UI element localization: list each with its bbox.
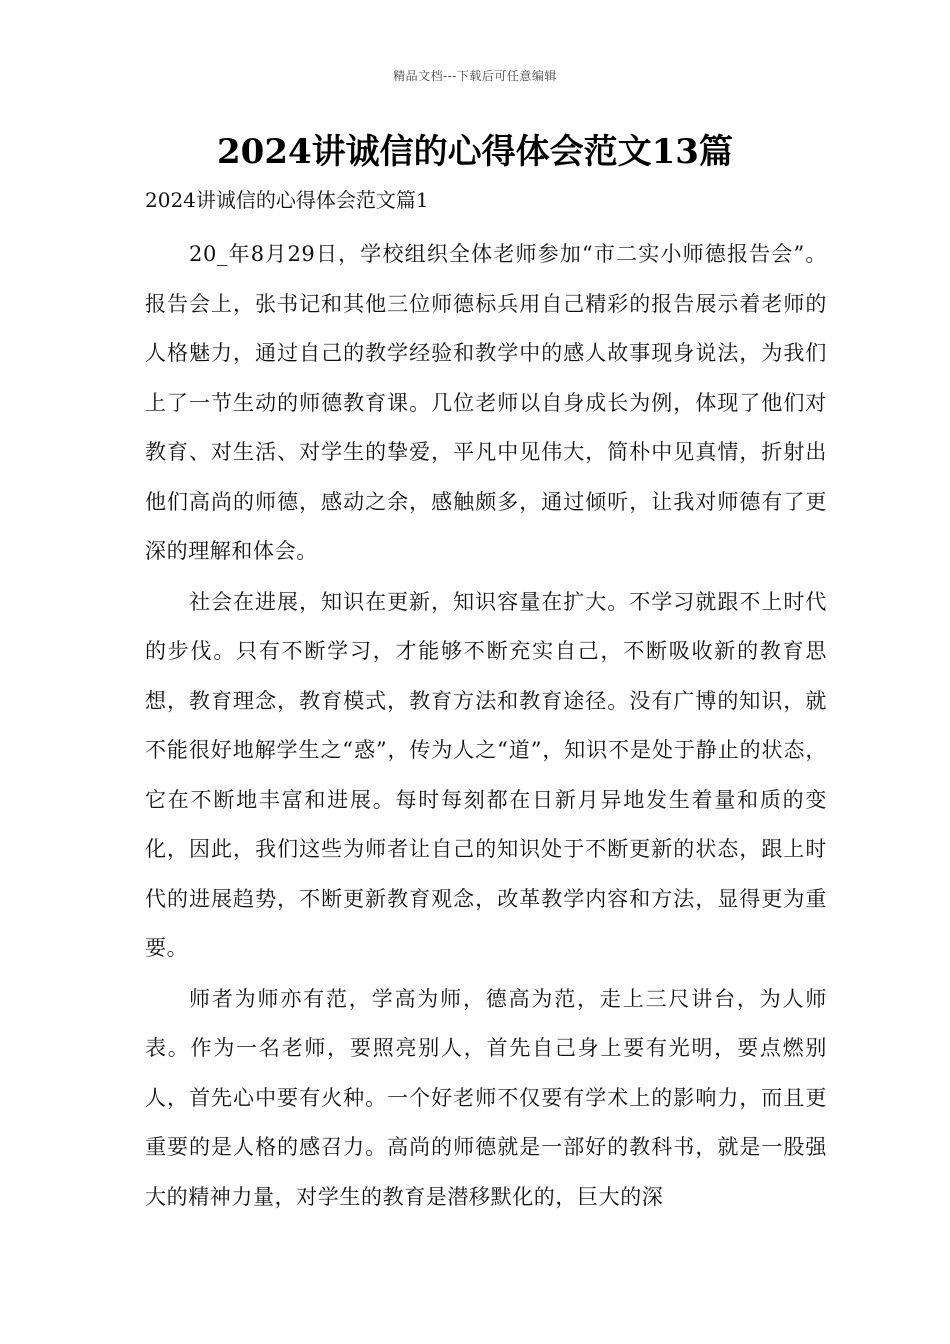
paragraph-2: 社会在进展，知识在更新，知识容量在扩大。不学习就跟不上时代的步伐。只有不断学习，才能够不断充实自己，不断吸收新的教育思想，教育理念，教育模式，教育方法和教育途径。没有广博的知识，就不能很好地解学生之“惑”，传为人之“道”，知识不是处于静止的状态，它在不断地丰富和进展。每时每刻都在日新月异地发生着量和质的变化，因此，我们这些为师者让自己的知识处于不断更新的状态，跟上时代的进展趋势，不断更新教育观念，改革教学内容和方法，显得更为重要。 [145, 589, 827, 960]
document-body [145, 230, 827, 1223]
paragraph-1: 20_年8月29日，学校组织全体老师参加“市二实小师德报告会”。报告会上，张书记和其他三位师德标兵用自己精彩的报告展示着老师的人格魅力，通过自己的教学经验和教学中的感人故事现身说法，为我们上了一节生动的师德教育课。几位老师以自身成长为例，体现了他们对教育、对生活、对学生的挚爱，平凡中见伟大，简朴中见真情，折射出他们高尚的师德，感动之余，感触颇多，通过倾听，让我对师德有了更深的理解和体会。 [145, 242, 827, 563]
section-heading: 2024讲诚信的心得体会范文篇1 [145, 188, 429, 212]
header-note: 精品文档---下载后可任意编辑 [393, 69, 557, 83]
paragraph-3: 师者为师亦有范，学高为师，德高为范，走上三尺讲台，为人师表。作为一名老师，要照亮别人，首先自己身上要有光明，要点燃别人，首先心中要有火种。一个好老师不仅要有学术上的影响力，而且更重要的是人格的感召力。高尚的师德就是一部好的教科书，就是一股强大的精神力量，对学生的教育是潜移默化的，巨大的深 [145, 986, 827, 1209]
document-title: 2024讲诚信的心得体会范文13篇 [217, 132, 733, 172]
